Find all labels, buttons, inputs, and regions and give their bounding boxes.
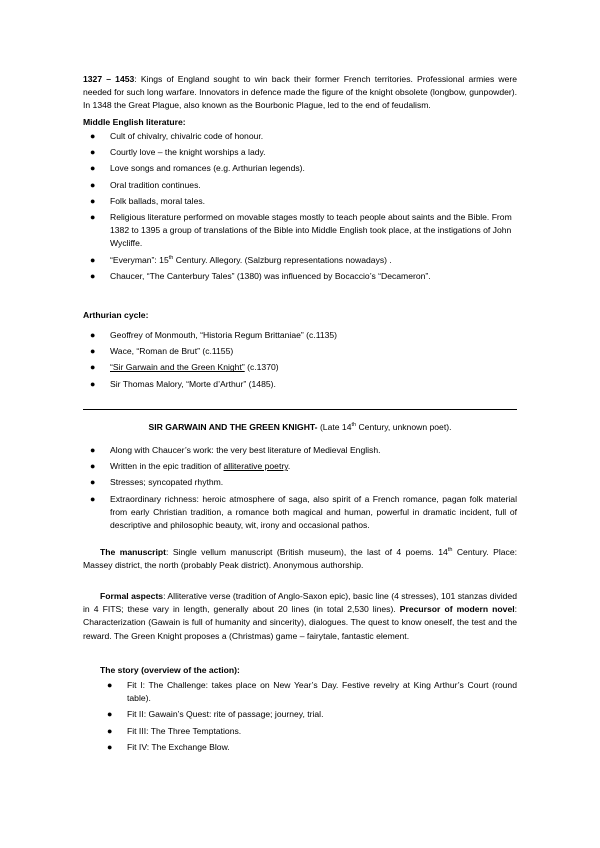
intro-paragraph [83,73,517,113]
story-list [100,679,517,754]
arthurian-list [83,329,517,391]
list-item: ● Courtly love – the knight worships a lady. [83,146,517,159]
list-item: ● Written in the epic tradition of alliterative poetry. [83,460,517,473]
list-item: ● “Sir Garwain and the Green Knight” (c.1370) [83,361,517,374]
bullet-icon: ● [90,179,96,190]
list-item: ● Wace, “Roman de Brut” (c.1155) [83,345,517,358]
section-divider [83,409,517,410]
list-item: ● Fit I: The Challenge: takes place on New Year’s Day. Festive revelry at King Arthur’s Court (round table). [107,680,517,704]
list-item: ● Chaucer, “The Canterbury Tales” (1380) was influenced by Bocaccio’s “Decameron”. [83,270,517,283]
sgk-title: SIR GARWAIN AND THE GREEN KNIGHT- (Late 14th Century, unknown poet). [148,422,452,432]
list-item: ● Oral tradition continues. [83,179,517,192]
bullet-icon: ● [90,445,96,455]
list-item: ● Fit III: The Three Temptations. [100,725,517,738]
bullet-icon: ● [90,254,96,265]
sir-garwain-link[interactable]: “Sir Garwain and the Green Knight” [110,362,245,373]
bullet-icon: ● [90,270,96,281]
list-item: ● Geoffrey of Monmouth, “Historia Regum Brittaniae” (c.1135) [83,329,517,342]
bullet-icon: ● [90,461,96,472]
list-item: ● Fit IV: The Exchange Blow. [100,741,517,754]
alliterative-poetry-link[interactable]: alliterative poetry [223,461,288,472]
intro-text: : Kings of England sought to win back their former French territories. Professional armies were needed for such long warfare. Innovators in defence made the figure of the knight obsolete (longbow, gunpowder). In 1348 the Great Plague, also known as the Bourbonic Plague, led to the end of feudalism. [83,74,518,111]
sgk-list [83,444,517,532]
bullet-icon: ● [90,147,96,158]
list-item: ● Love songs and romances (e.g. Arthurian legends). [83,162,517,175]
list-item: ● Stresses; syncopated rhythm. [83,476,517,489]
list-item: ● “Everyman”: 15th Century. Allegory. (Salzburg representations nowadays) . [83,254,517,267]
list-item: ● Along with Chaucer’s work: the very best literature of Medieval English. [83,444,517,457]
bullet-icon: ● [90,163,96,174]
middle-english-list [83,130,517,283]
manuscript-paragraph: The manuscript: Single vellum manuscript (British museum), the last of 4 poems. 14th Century. Place: Massey district, the north (probably Peak district). Anonymous authorship. [83,547,517,571]
formal-aspects-paragraph: Formal aspects: Alliterative verse (tradition of Anglo-Saxon epic), basic line (4 stresses), 101 stanzas divided in 4 FITS; these vary in length, generally about 20 lines (in total 2,530 lines). Precursor of modern novel: Characterization (Gawain is full of humanity and sincerity), dialogues. The quest to know oneself, the test and the reward. The Green Knight proposes a (Christmas) game – fairytale, fantastic element. [83,591,518,641]
intro-dates: 1327 – 1453 [83,74,135,84]
bullet-icon: ● [90,131,96,141]
middle-english-heading: Middle English literature: [83,117,186,127]
bullet-icon: ● [90,330,96,340]
bullet-icon: ● [90,346,96,357]
bullet-icon: ● [90,477,96,488]
bullet-icon: ● [107,680,113,690]
arthurian-heading: Arthurian cycle: [83,310,149,320]
bullet-icon: ● [107,741,113,752]
list-item: ● Folk ballads, moral tales. [83,195,517,208]
list-item: ● Cult of chivalry, chivalric code of honour. [83,130,517,143]
bullet-icon: ● [90,362,96,373]
list-item: ● Fit II: Gawain’s Quest: rite of passage; journey, trial. [100,708,517,721]
bullet-icon: ● [90,195,96,206]
list-item: ● Sir Thomas Malory, “Morte d’Arthur” (1485). [83,378,517,391]
story-heading: The story (overview of the action): [100,665,240,675]
bullet-icon: ● [90,493,96,504]
list-item: ● Extraordinary richness: heroic atmosphere of saga, also spirit of a French romance, pagan folk material from early Christian tradition, a romance both magical and human, powerful in dramatic incident, full of descriptive and philosophic beauty, wit, irony and occasional pathos. [90,493,517,531]
bullet-icon: ● [90,378,96,389]
bullet-icon: ● [107,709,113,720]
bullet-icon: ● [107,725,113,736]
list-item: ● Religious literature performed on movable stages mostly to teach people about saints and the Bible. From 1382 to 1395 a group of translations of the Bible into Middle English took place, at the instigations of John Wycliffe. [90,212,512,249]
bullet-icon: ● [90,212,96,223]
